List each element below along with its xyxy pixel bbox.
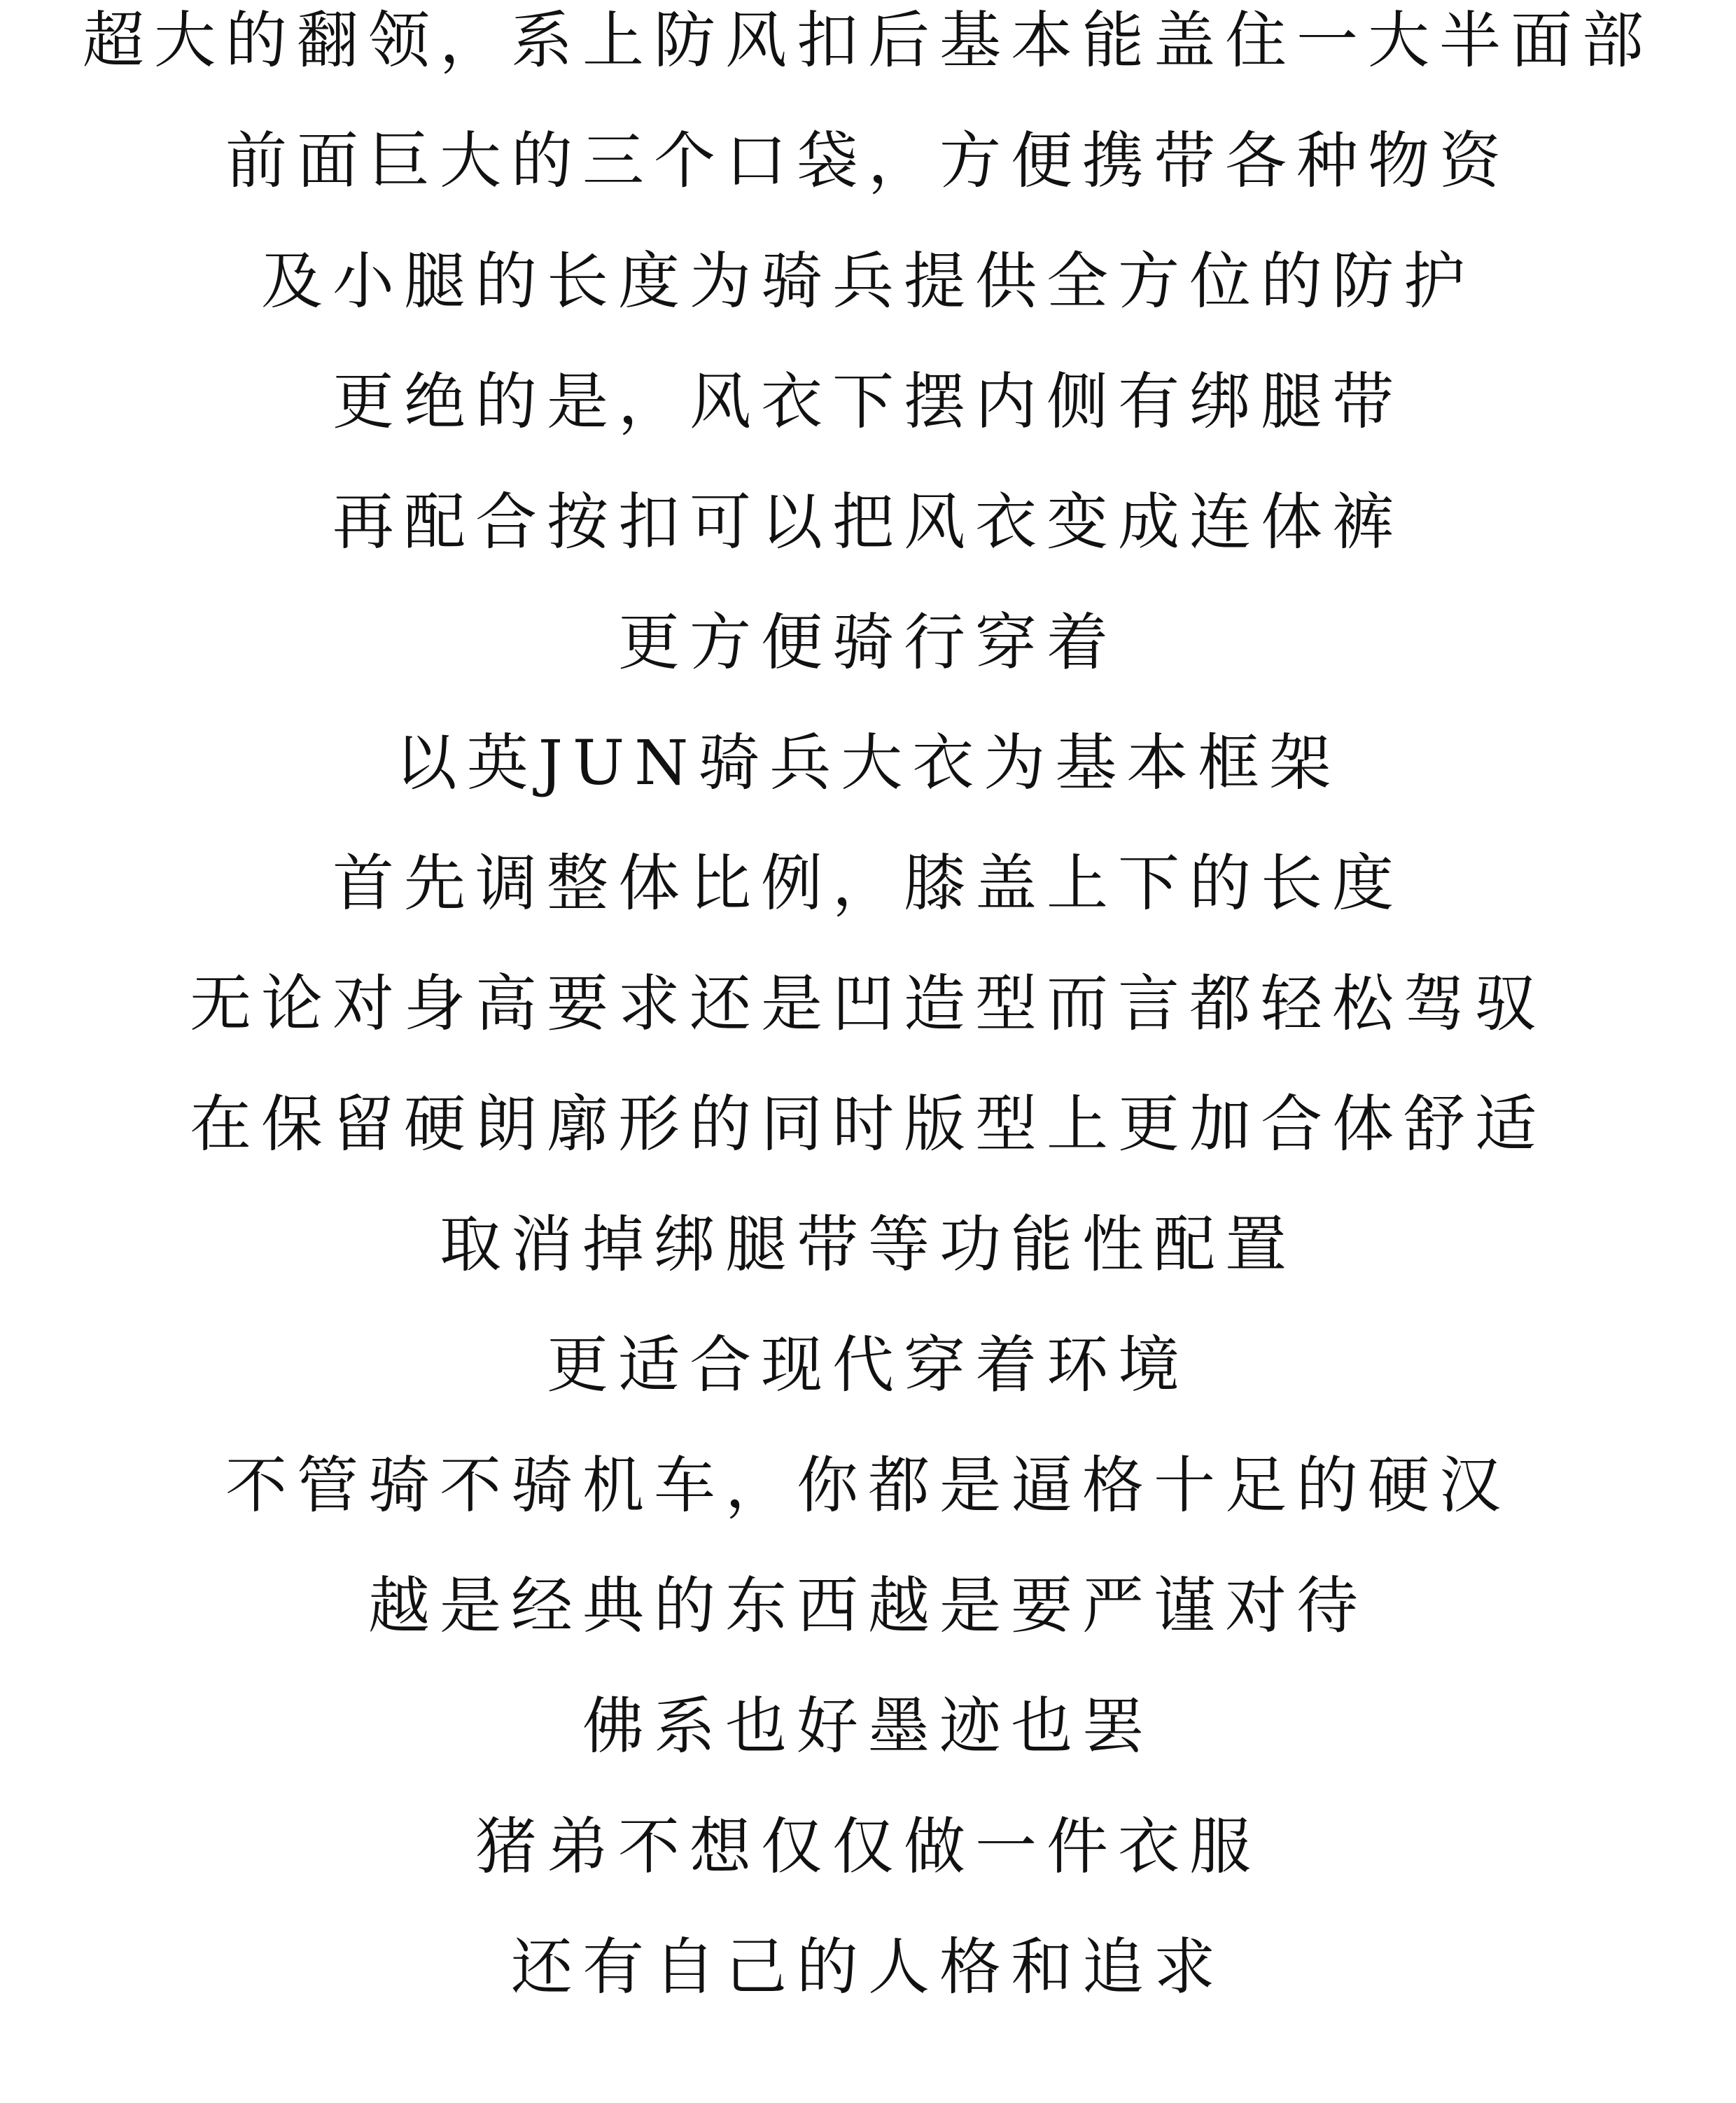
text-line: 更适合现代穿着环境: [546, 1329, 1189, 1401]
text-line: 更绝的是，风衣下摆内侧有绑腿带: [332, 365, 1404, 438]
text-line: 首先调整体比例，膝盖上下的长度: [332, 847, 1404, 919]
text-line: 及小腿的长度为骑兵提供全方位的防护: [260, 245, 1475, 317]
text-line: 不管骑不骑机车，你都是逼格十足的硬汉: [225, 1449, 1511, 1521]
text-line: 以英JUN骑兵大衣为基本框架: [395, 727, 1341, 799]
text-line: 越是经典的东西越是要严谨对待: [368, 1570, 1368, 1642]
text-line: 佛系也好墨迹也罢: [582, 1690, 1154, 1762]
text-line: 取消掉绑腿带等功能性配置: [439, 1208, 1296, 1280]
text-line: 超大的翻领，系上防风扣后基本能盖住一大半面部: [82, 4, 1653, 76]
text-line: 前面巨大的三个口袋，方便携带各种物资: [225, 125, 1511, 197]
text-line: 无论对身高要求还是凹造型而言都轻松驾驭: [189, 967, 1546, 1040]
text-line: 在保留硬朗廓形的同时版型上更加合体舒适: [189, 1088, 1546, 1160]
text-line: 猪弟不想仅仅做一件衣服: [475, 1810, 1261, 1882]
text-line: 还有自己的人格和追求: [510, 1931, 1225, 2003]
text-line: 更方便骑行穿着: [617, 606, 1118, 678]
text-line: 再配合按扣可以把风衣变成连体裤: [332, 486, 1404, 558]
